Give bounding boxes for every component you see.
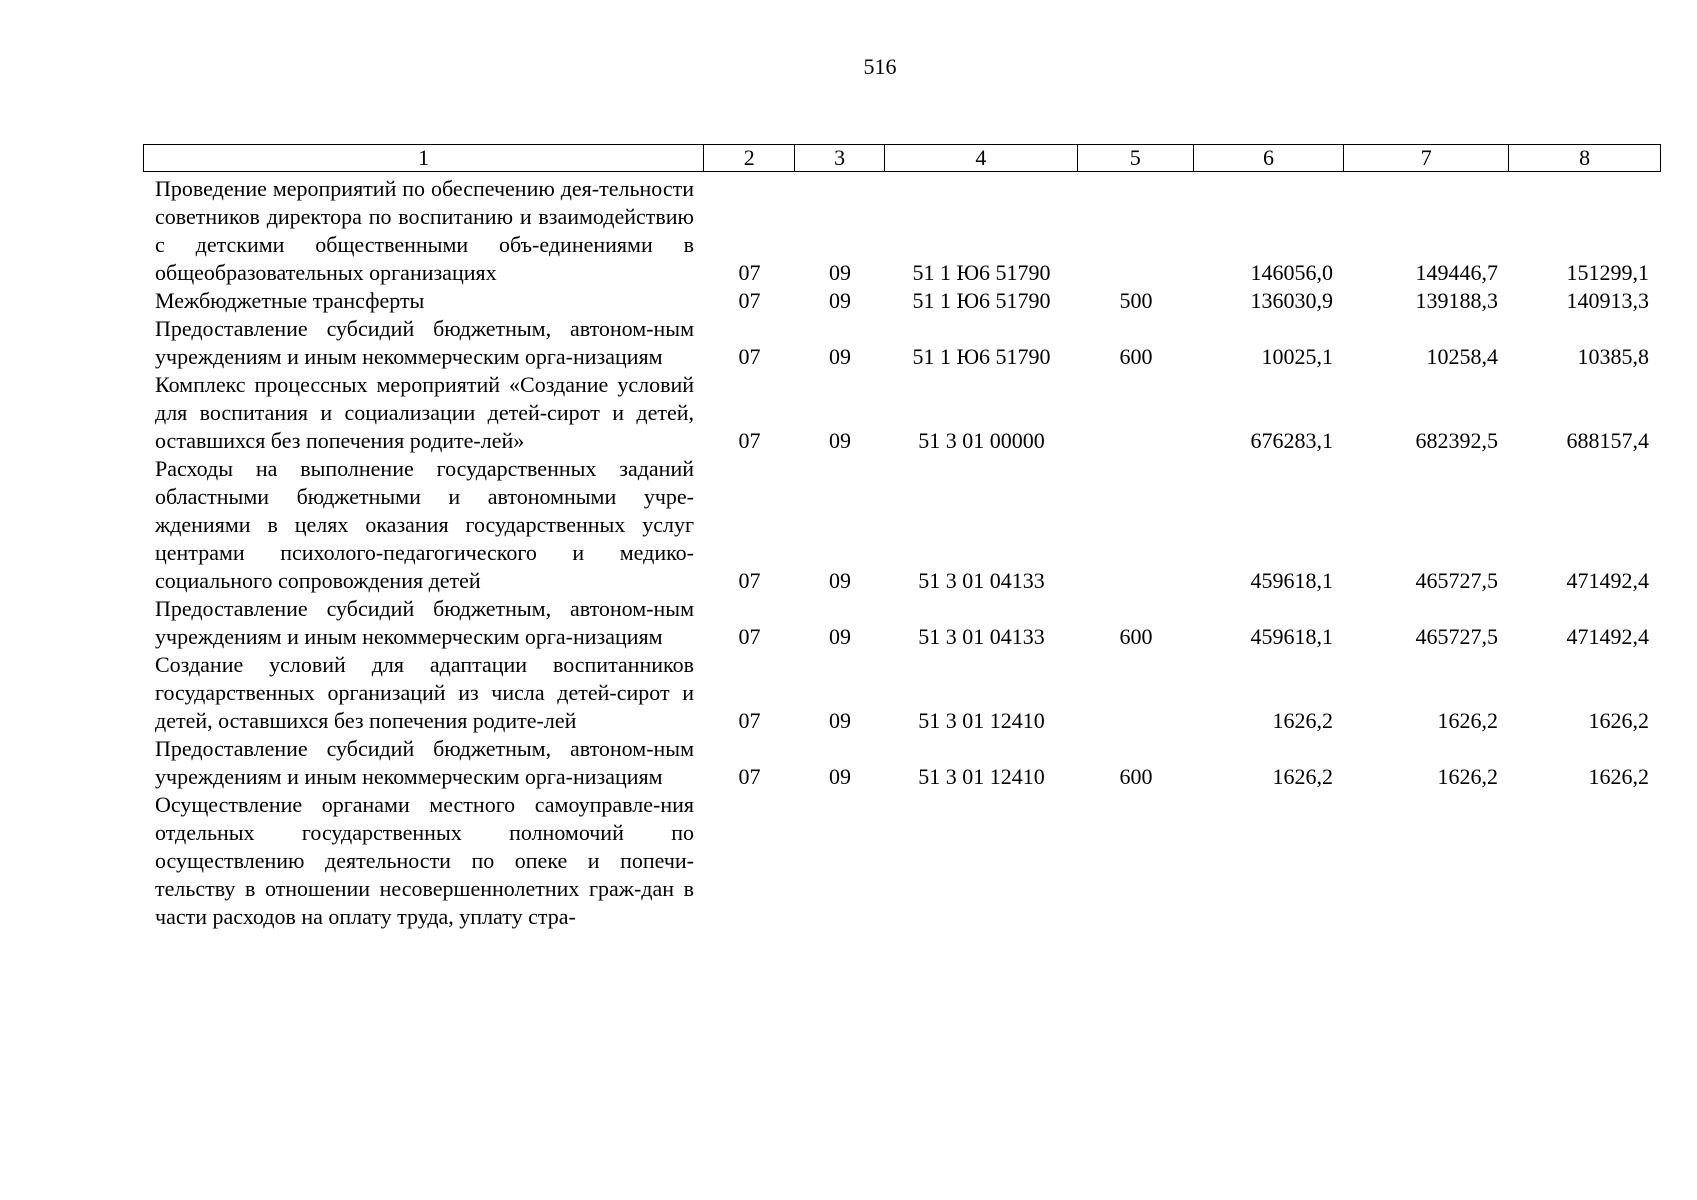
row-subsection: 09 bbox=[829, 568, 851, 593]
header-col-6: 6 bbox=[1194, 145, 1345, 171]
header-col-7: 7 bbox=[1344, 145, 1509, 171]
table-row bbox=[143, 315, 1661, 371]
row-name: Осуществление органами местного самоуправле-ния отдельных государственных полномочий по осуществлению деятельности по опеке и попечи-тельству в отношении несовершеннолетних граж-дан в части расходов на оплату труда, уплату стра- bbox=[155, 792, 694, 929]
row-value-1: 10025,1 bbox=[1261, 344, 1333, 369]
row-expense-type: 600 bbox=[1119, 624, 1153, 649]
row-value-1: 1626,2 bbox=[1272, 708, 1333, 733]
row-value-1: 146056,0 bbox=[1250, 260, 1333, 285]
row-section: 07 bbox=[738, 568, 761, 593]
row-value-3: 688157,4 bbox=[1566, 428, 1649, 453]
row-expense-type: 600 bbox=[1119, 764, 1153, 789]
row-target-code: 51 3 01 00000 bbox=[918, 428, 1045, 453]
row-target-code: 51 3 01 12410 bbox=[918, 764, 1045, 789]
table-row bbox=[143, 735, 1661, 791]
row-value-3: 151299,1 bbox=[1566, 260, 1649, 285]
header-col-3: 3 bbox=[795, 145, 885, 171]
row-target-code: 51 3 01 04133 bbox=[918, 624, 1045, 649]
row-subsection: 09 bbox=[829, 288, 851, 313]
header-col-2: 2 bbox=[704, 145, 795, 171]
row-value-3: 1626,2 bbox=[1588, 708, 1649, 733]
row-section: 07 bbox=[738, 428, 761, 453]
row-section: 07 bbox=[738, 344, 761, 369]
row-name: Межбюджетные трансферты bbox=[155, 288, 425, 313]
page-number: 516 bbox=[863, 54, 897, 79]
row-target-code: 51 1 Ю6 51790 bbox=[912, 288, 1051, 313]
row-value-1: 136030,9 bbox=[1250, 288, 1333, 313]
row-value-3: 471492,4 bbox=[1566, 624, 1649, 649]
row-value-1: 459618,1 bbox=[1250, 568, 1333, 593]
row-value-2: 10258,4 bbox=[1426, 344, 1498, 369]
header-col-4: 4 bbox=[885, 145, 1078, 171]
row-value-2: 149446,7 bbox=[1415, 260, 1498, 285]
row-section: 07 bbox=[738, 260, 761, 285]
table-row bbox=[143, 595, 1661, 651]
row-value-2: 1626,2 bbox=[1437, 708, 1498, 733]
table-row bbox=[143, 371, 1661, 455]
row-value-1: 676283,1 bbox=[1250, 428, 1333, 453]
row-subsection: 09 bbox=[829, 764, 851, 789]
row-subsection: 09 bbox=[829, 344, 851, 369]
row-section: 07 bbox=[738, 288, 761, 313]
row-value-3: 471492,4 bbox=[1566, 568, 1649, 593]
table-body bbox=[143, 175, 1661, 931]
row-subsection: 09 bbox=[829, 428, 851, 453]
row-target-code: 51 3 01 12410 bbox=[918, 708, 1045, 733]
row-target-code: 51 1 Ю6 51790 bbox=[912, 344, 1051, 369]
row-value-3: 140913,3 bbox=[1566, 288, 1649, 313]
table-header-row bbox=[143, 144, 1661, 172]
row-name: Проведение мероприятий по обеспечению дея-тельности советников директора по воспитанию и взаимодействию с детскими общественными объ-единениями в общеобразовательных организациях bbox=[155, 176, 694, 285]
row-section: 07 bbox=[738, 764, 761, 789]
row-target-code: 51 3 01 04133 bbox=[918, 568, 1045, 593]
row-name: Расходы на выполнение государственных заданий областными бюджетными и автономными учре-ждениями в целях оказания государственных услуг центрами психолого-педагогического и медико-социального сопровождения детей bbox=[155, 456, 694, 593]
row-name: Предоставление субсидий бюджетным, автоном-ным учреждениям и иным некоммерческим орга-низациям bbox=[155, 596, 694, 649]
row-expense-type: 600 bbox=[1119, 344, 1153, 369]
table-row bbox=[143, 287, 1661, 315]
row-expense-type: 500 bbox=[1119, 288, 1153, 313]
row-value-3: 10385,8 bbox=[1577, 344, 1649, 369]
row-target-code: 51 1 Ю6 51790 bbox=[912, 260, 1051, 285]
row-value-2: 465727,5 bbox=[1415, 568, 1498, 593]
row-value-2: 139188,3 bbox=[1415, 288, 1498, 313]
row-name: Предоставление субсидий бюджетным, автоном-ным учреждениям и иным некоммерческим орга-низациям bbox=[155, 316, 694, 369]
row-name: Создание условий для адаптации воспитанников государственных организаций из числа детей-сирот и детей, оставшихся без попечения родите-лей bbox=[155, 652, 694, 733]
row-subsection: 09 bbox=[829, 260, 851, 285]
table-row bbox=[143, 455, 1661, 595]
row-value-2: 465727,5 bbox=[1415, 624, 1498, 649]
header-col-1: 1 bbox=[144, 145, 704, 171]
header-col-8: 8 bbox=[1579, 145, 1591, 170]
row-value-2: 682392,5 bbox=[1415, 428, 1498, 453]
table-row bbox=[143, 791, 1661, 931]
row-value-3: 1626,2 bbox=[1588, 764, 1649, 789]
row-value-1: 1626,2 bbox=[1272, 764, 1333, 789]
table-row bbox=[143, 651, 1661, 735]
row-section: 07 bbox=[738, 624, 761, 649]
row-value-1: 459618,1 bbox=[1250, 624, 1333, 649]
row-name: Комплекс процессных мероприятий «Создание условий для воспитания и социализации детей-сирот и детей, оставшихся без попечения родите-лей» bbox=[155, 372, 694, 453]
row-value-2: 1626,2 bbox=[1437, 764, 1498, 789]
row-subsection: 09 bbox=[829, 708, 851, 733]
table-row bbox=[143, 175, 1661, 287]
header-col-5: 5 bbox=[1078, 145, 1194, 171]
row-subsection: 09 bbox=[829, 624, 851, 649]
row-section: 07 bbox=[738, 708, 761, 733]
row-name: Предоставление субсидий бюджетным, автоном-ным учреждениям и иным некоммерческим орга-низациям bbox=[155, 736, 694, 789]
